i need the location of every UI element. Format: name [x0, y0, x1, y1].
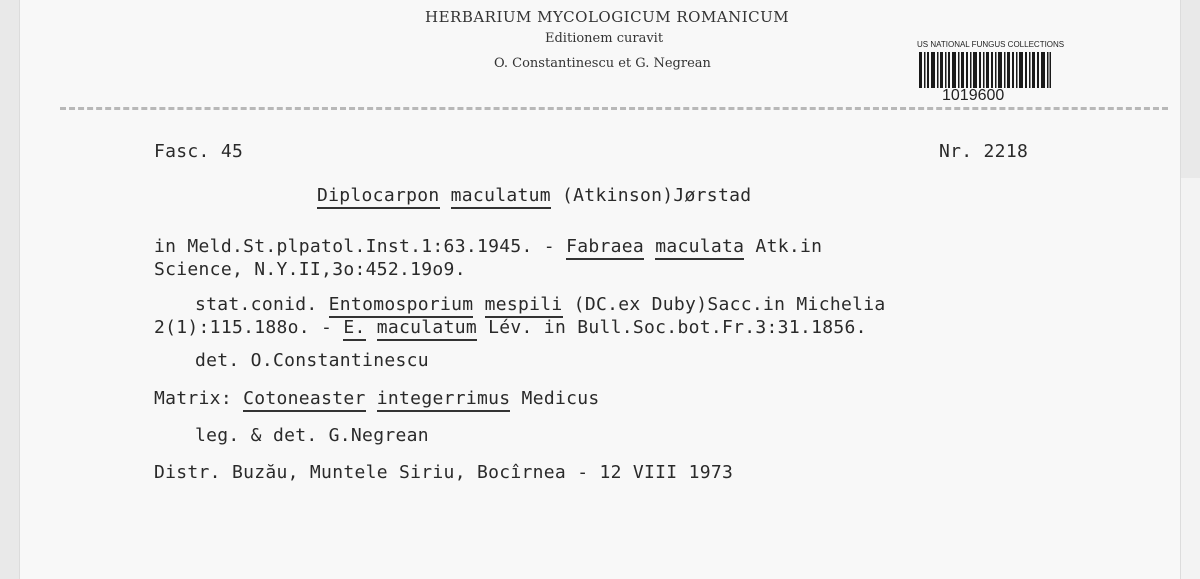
citation-line-1	[154, 236, 822, 257]
anamorph-line-1	[195, 294, 886, 315]
synonym2-species: maculatum	[377, 317, 477, 341]
anamorph-species: mespili	[485, 294, 563, 318]
specimen-number: Nr. 2218	[939, 141, 1029, 162]
herbarium-label	[20, 0, 1180, 579]
synonym-species: maculata	[655, 236, 744, 260]
anamorph-line-2	[154, 317, 867, 338]
barcode-number: 1019600	[942, 87, 1005, 104]
citation-line-2: Science, N.Y.II,3o:452.19o9.	[154, 259, 466, 280]
anamorph-ref: 2(1):115.188o. -	[154, 317, 344, 338]
edited-line: Editionem curavit	[545, 31, 664, 46]
perforation-line	[60, 107, 1168, 110]
determiner-line: det. O.Constantinescu	[195, 350, 429, 371]
barcode-bars	[919, 52, 1051, 88]
taxon-name	[317, 185, 751, 206]
editors-line: O. Constantinescu et G. Negrean	[494, 56, 711, 71]
taxon-species: maculatum	[451, 185, 551, 209]
synonym2-genus: E.	[343, 317, 365, 341]
matrix-line	[154, 388, 600, 409]
synonym-author: Atk.in	[744, 236, 823, 257]
collector-line: leg. & det. G.Negrean	[195, 425, 429, 446]
taxon-genus: Diplocarpon	[317, 185, 440, 209]
synonym-genus: Fabraea	[566, 236, 644, 260]
citation-text: in Meld.St.plpatol.Inst.1:63.1945. -	[154, 236, 567, 257]
anamorph-author: (DC.ex Duby)Sacc.in Michelia	[562, 294, 886, 315]
fascicle-number: Fasc. 45	[154, 141, 244, 162]
anamorph-prefix: stat.conid.	[195, 294, 329, 315]
barcode-caption: US NATIONAL FUNGUS COLLECTIONS	[917, 40, 1065, 49]
host-species: integerrimus	[377, 388, 511, 412]
host-author: Medicus	[510, 388, 600, 409]
host-genus: Cotoneaster	[243, 388, 366, 412]
synonym2-author: Lév. in Bull.Soc.bot.Fr.3:31.1856.	[476, 317, 867, 338]
anamorph-genus: Entomosporium	[329, 294, 474, 318]
herbarium-title: HERBARIUM MYCOLOGICUM ROMANICUM	[425, 8, 790, 26]
locality-line: Distr. Buzău, Muntele Siriu, Bocîrnea - 12 VIII 1973	[154, 462, 734, 483]
taxon-author: (Atkinson)Jørstad	[562, 185, 752, 206]
barcode-label	[917, 40, 1065, 110]
matrix-prefix: Matrix:	[154, 388, 244, 409]
